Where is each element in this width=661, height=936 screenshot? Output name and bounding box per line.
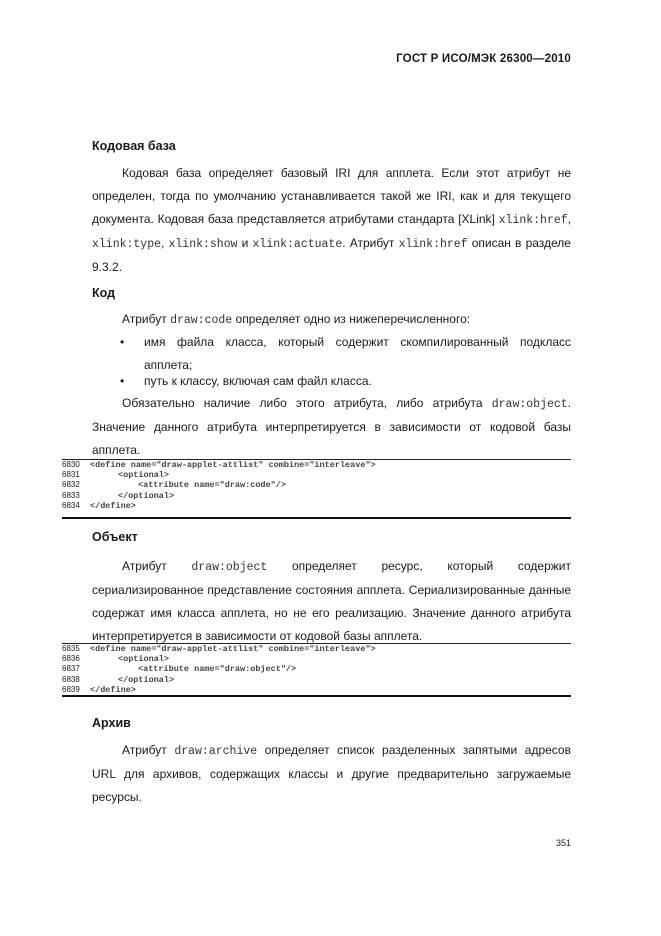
- code-text: <optional>: [118, 470, 170, 481]
- text-run: определяет список разделенных запятыми адресов URL для архивов, содержащих классы и другие предварительно загружаемые ресурсы.: [92, 743, 571, 804]
- code-text: <attribute name="draw:code"/>: [138, 480, 286, 491]
- code-line: [62, 664, 571, 674]
- text-run: описан в разделе 9.3.2.: [92, 236, 571, 274]
- code-intro-paragraph: [92, 308, 571, 332]
- text-run: определяет одно из нижеперечисленного:: [232, 312, 471, 326]
- line-number: 6830: [62, 460, 80, 469]
- text-run: . Значение данного атрибута интерпретируется в зависимости от кодовой базы апплета.: [92, 396, 571, 457]
- line-number: 6837: [62, 664, 80, 674]
- codebase-paragraph: [92, 162, 571, 279]
- line-number: 6832: [62, 480, 80, 490]
- section-heading-object: Объект: [92, 530, 138, 544]
- code-listing-draw-code: [62, 459, 571, 519]
- bullet-text: путь к классу, включая сам файл класса.: [144, 374, 372, 388]
- code-text: <define name="draw-applet-attlist" combine="interleave">: [90, 644, 376, 654]
- section-heading-archive: Архив: [92, 716, 131, 730]
- line-number: 6839: [62, 684, 80, 694]
- code-text: </define>: [90, 684, 136, 695]
- line-number: 6833: [62, 490, 80, 500]
- object-paragraph: [92, 555, 571, 648]
- page-number: 351: [555, 838, 571, 848]
- code-line: [62, 480, 571, 490]
- text-run: ,: [567, 212, 571, 226]
- line-number: 6835: [62, 644, 80, 653]
- code-text: </define>: [90, 500, 136, 511]
- document-standard-header: ГОСТ Р ИСО/МЭК 26300—2010: [396, 53, 571, 65]
- code-inline: xlink:actuate: [252, 238, 343, 251]
- bullet-glyph: •: [120, 374, 125, 388]
- code-inline: xlink:type: [92, 238, 162, 251]
- line-number: 6831: [62, 470, 80, 480]
- code-inline: draw:object: [191, 561, 268, 574]
- bullet-text: имя файла класса, который содержит скомпилированный подкласс апплета;: [144, 335, 571, 372]
- code-text: <optional>: [118, 654, 170, 665]
- bullet-item: [92, 370, 571, 393]
- code-line: [62, 491, 571, 501]
- code-inline: draw:code: [170, 314, 233, 327]
- code-inline: draw:archive: [174, 745, 258, 758]
- line-number: 6834: [62, 500, 80, 510]
- line-number: 6838: [62, 674, 80, 684]
- text-run: . Атрибут: [342, 236, 399, 250]
- text-run: Атрибут: [122, 743, 175, 757]
- code-listing-draw-object: [62, 643, 571, 697]
- code-line: [62, 675, 571, 685]
- code-line: [62, 501, 571, 511]
- text-run: определяет ресурс, который содержит сериализированное представление состояния апплета. Сериализированные данные содержат имя класса апплета, но не его реализацию. Значение данного атрибута интерпретируется в зависимости от кодовой базы апплета.: [92, 559, 571, 643]
- text-run: Кодовая база определяет базовый IRI для апплета. Если этот атрибут не определен, тогда по умолчанию устанавливается такой же IRI, как и для текущего документа. Кодовая база представляется атрибутами стандарта [XLink]: [92, 166, 571, 226]
- text-run: ,: [161, 236, 169, 250]
- code-inline: draw:object: [491, 398, 568, 411]
- code-text: </optional>: [118, 674, 175, 685]
- text-run: Атрибут: [122, 559, 192, 573]
- bullet-glyph: •: [120, 335, 125, 349]
- code-requirement-paragraph: [92, 392, 571, 462]
- code-text: <attribute name="draw:object"/>: [138, 664, 297, 675]
- code-text: <define name="draw-applet-attlist" combine="interleave">: [90, 460, 376, 470]
- code-line: [62, 470, 571, 480]
- line-number: 6836: [62, 654, 80, 664]
- code-line: [62, 644, 571, 654]
- section-heading-code: Код: [92, 286, 116, 300]
- text-run: Обязательно наличие либо этого атрибута, либо атрибута: [122, 396, 492, 410]
- code-inline: xlink:href: [398, 238, 468, 251]
- archive-paragraph: [92, 739, 571, 809]
- code-line: [62, 685, 571, 695]
- section-heading-codebase: Кодовая база: [92, 139, 176, 153]
- code-inline: xlink:href: [498, 214, 568, 227]
- code-line: [62, 460, 571, 470]
- code-text: </optional>: [118, 490, 175, 501]
- code-line: [62, 654, 571, 664]
- text-run: Атрибут: [122, 312, 171, 326]
- code-inline: xlink:show: [168, 238, 238, 251]
- text-run: и: [237, 236, 253, 250]
